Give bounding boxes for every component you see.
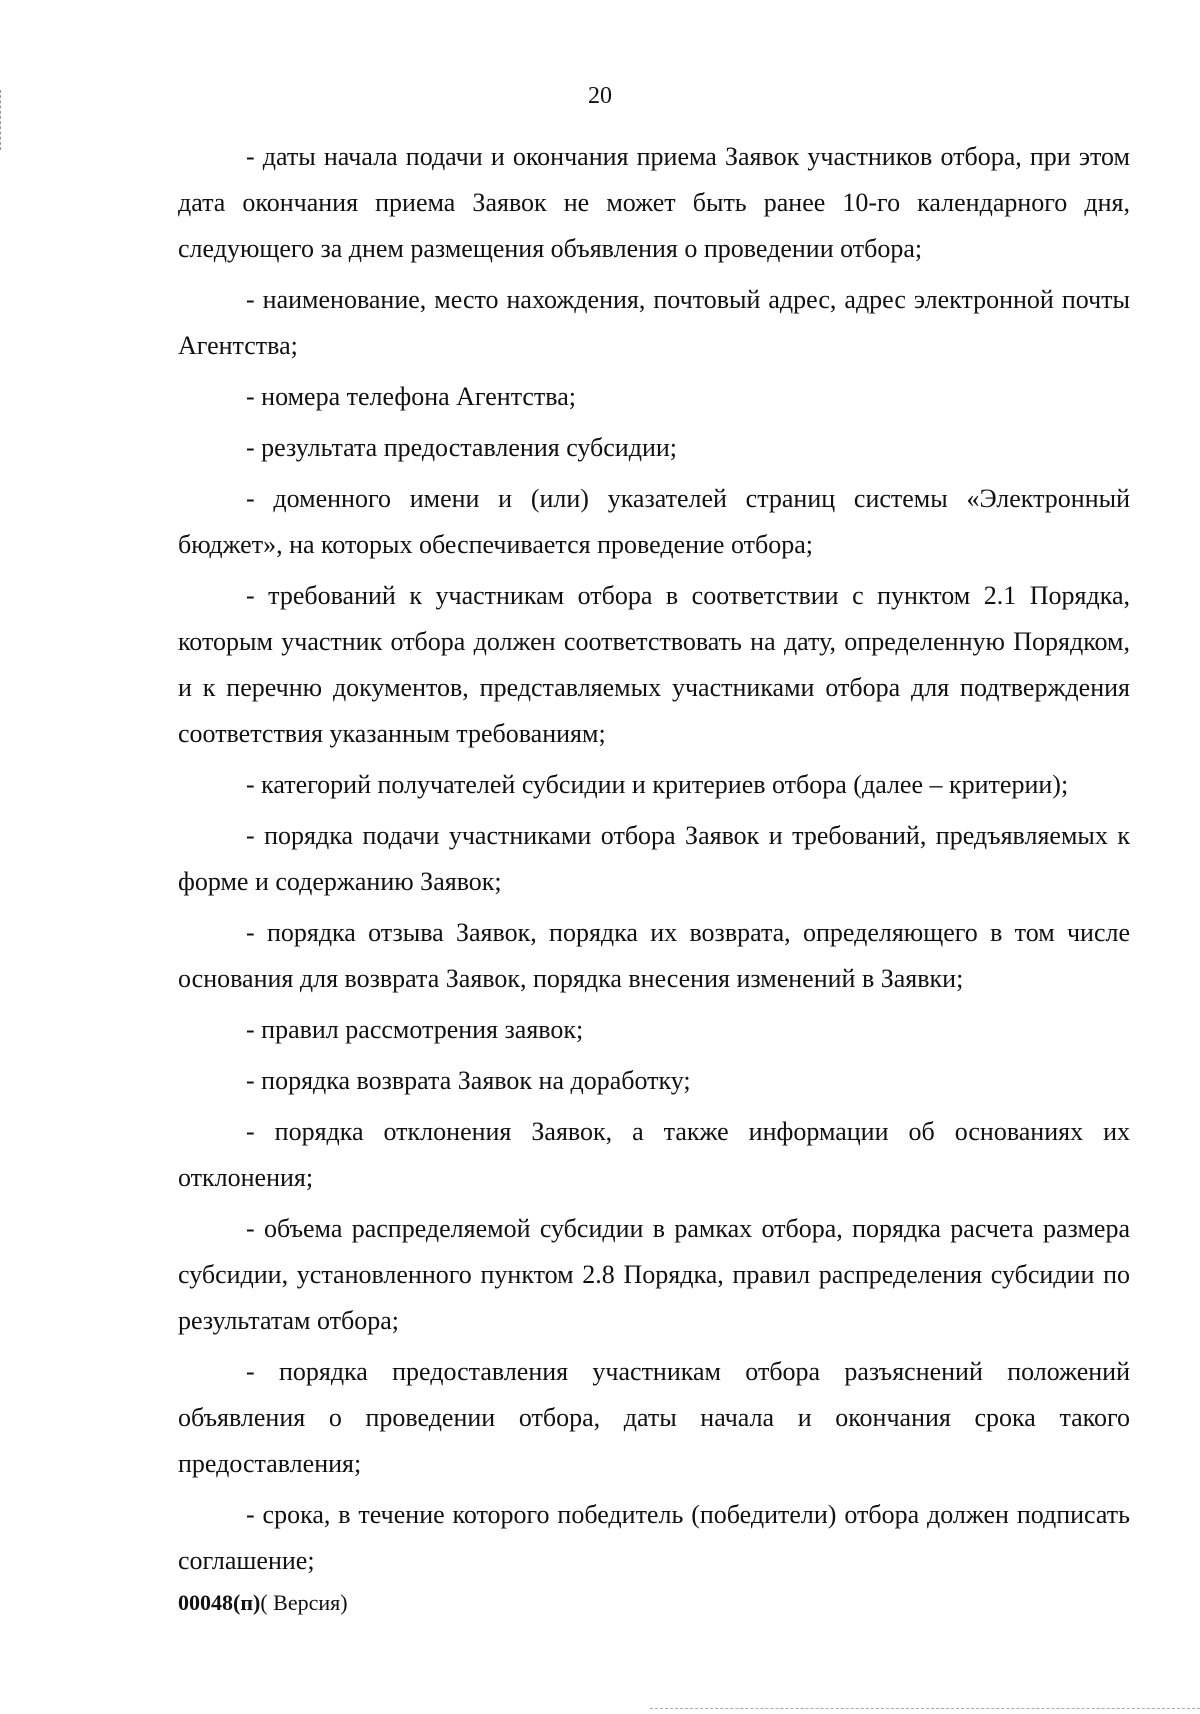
paragraph: - порядка отклонения Заявок, а также информации об основаниях их отклонения; [178, 1117, 1130, 1192]
document-code-number: 00048(п) [178, 1590, 261, 1615]
scan-bottom-edge [650, 1708, 1200, 1709]
document-code [178, 1588, 348, 1618]
paragraph: - объема распределяемой субсидии в рамках отбора, порядка расчета размера субсидии, установленного пунктом 2.8 Порядка, правил распределения субсидии по результатам отбора; [178, 1214, 1130, 1335]
document-body [178, 134, 1130, 1589]
paragraph: - доменного имени и (или) указателей страниц системы «Электронный бюджет», на которых обеспечивается проведение отбора; [178, 484, 1130, 559]
paragraph: - срока, в течение которого победитель (победители) отбора должен подписать соглашение; [178, 1500, 1130, 1575]
paragraph: - порядка предоставления участникам отбора разъяснений положений объявления о проведении отбора, даты начала и окончания срока такого предоставления; [178, 1357, 1130, 1478]
paragraph: - порядка возврата Заявок на доработку; [246, 1066, 691, 1095]
page-number: 20 [588, 83, 612, 109]
paragraph: - категорий получателей субсидии и критериев отбора (далее – критерии); [246, 770, 1069, 799]
document-version: ( Версия) [260, 1590, 348, 1615]
paragraph: - правил рассмотрения заявок; [246, 1015, 584, 1044]
paragraph: - наименование, место нахождения, почтовый адрес, адрес электронной почты Агентства; [178, 285, 1130, 360]
paragraph: - требований к участникам отбора в соответствии с пунктом 2.1 Порядка, которым участник отбора должен соответствовать на дату, определенную Порядком, и к перечню документов, представляемых участниками отбора для подтверждения соответствия указанным требованиям; [178, 581, 1130, 748]
paragraph: - порядка подачи участниками отбора Заявок и требований, предъявляемых к форме и содержанию Заявок; [178, 821, 1130, 896]
paragraph: - даты начала подачи и окончания приема Заявок участников отбора, при этом дата окончания приема Заявок не может быть ранее 10-го календарного дня, следующего за днем размещения объявления о проведении отбора; [178, 142, 1130, 263]
paragraph: - результата предоставления субсидии; [246, 433, 678, 462]
paragraph: - порядка отзыва Заявок, порядка их возврата, определяющего в том числе основания для возврата Заявок, порядка внесения изменений в Заявки; [178, 918, 1130, 993]
paragraph: - номера телефона Агентства; [246, 382, 576, 411]
